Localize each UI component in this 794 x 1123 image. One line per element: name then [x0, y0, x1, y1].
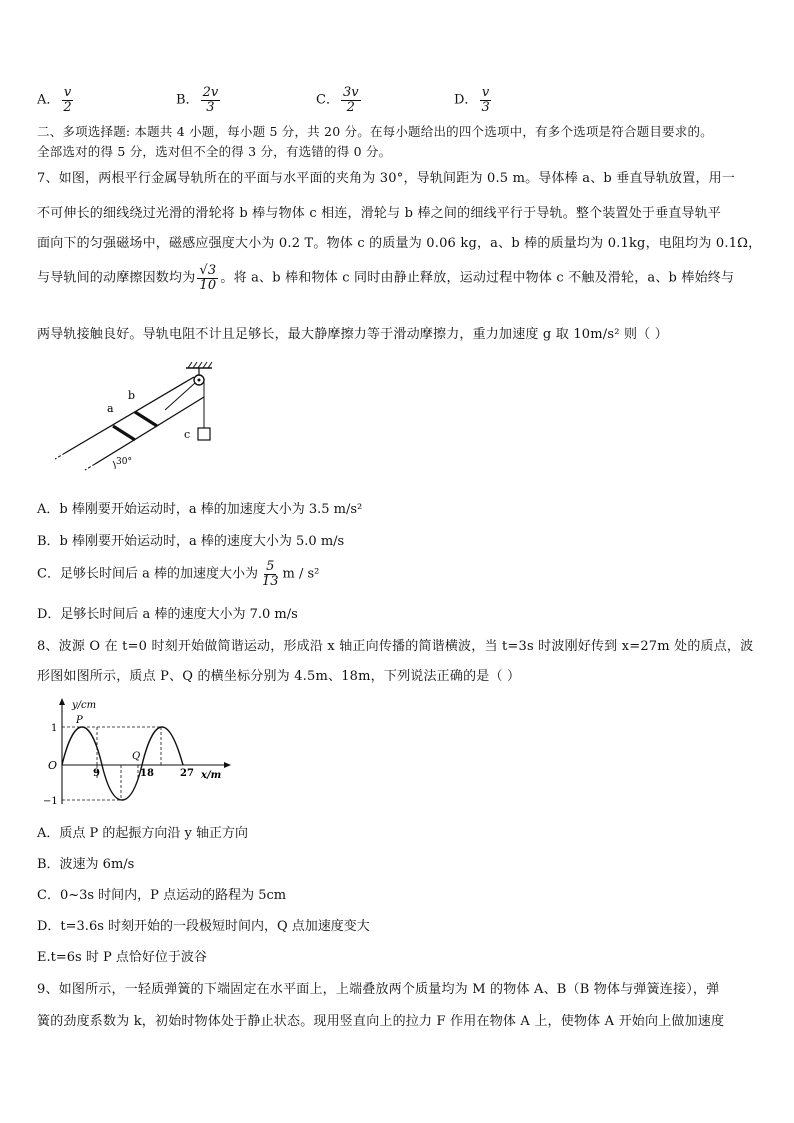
x-axis-label: x/m [201, 770, 222, 781]
denominator: 3 [481, 99, 490, 115]
option-label: B． [176, 92, 199, 108]
option-label: C． [316, 92, 339, 108]
denominator: 10 [199, 277, 217, 293]
q6-option-b [176, 86, 222, 114]
q6-option-c [316, 86, 363, 114]
q8-line1: 8、波源 O 在 t=0 时刻开始做简谐运动，形成沿 x 轴正向传播的简谐横波，当 t=3s 时波刚好传到 x=27m 处的质点，波 [37, 639, 754, 654]
q7-line5: 两导轨接触良好。导轨电阻不计且足够长，最大静摩擦力等于滑动摩擦力，重力加速度 g 取 10m/s² 则（ ） [37, 327, 668, 342]
numerator: 2v [202, 85, 219, 100]
q9-line2: 簧的劲度系数为 k，初始时物体处于静止状态。现用竖直向上的拉力 F 作用在物体 A 上，使物体 A 开始向上做加速度 [37, 1014, 725, 1029]
q7-option-a: A．b 棒刚要开始运动时，a 棒的加速度大小为 3.5 m/s² [37, 502, 363, 517]
text: 。将 a、b 棒和物体 c 同时由静止释放，运动过程中物体 c 不触及滑轮，a、b 棒始终与 [220, 270, 735, 286]
option-label: A． [37, 92, 60, 108]
label-angle: 30° [116, 457, 132, 467]
q7-option-d: D．足够长时间后 a 棒的速度大小为 7.0 m/s [37, 607, 298, 622]
q7-line2: 不可伸长的细线绕过光滑的滑轮将 b 棒与物体 c 相连，滑轮与 b 棒之间的细线平行于导轨。整个装置处于垂直导轨平 [37, 206, 722, 221]
label-a: a [107, 402, 114, 415]
unit: m / s² [282, 566, 320, 582]
wave-curve [62, 727, 183, 800]
label-b: b [128, 389, 136, 402]
q6-option-a [37, 86, 76, 114]
q8-option-e: E.t=6s 时 P 点恰好位于波谷 [37, 950, 207, 965]
origin-label: O [48, 759, 58, 772]
numerator: 5 [266, 559, 275, 574]
denominator: 13 [261, 573, 279, 589]
q8-option-c: C．0~3s 时间内，P 点运动的路程为 5cm [37, 888, 287, 903]
x-tick-27: 27 [180, 768, 194, 779]
fraction-5-over-13 [260, 560, 281, 588]
point-p-label: P [76, 715, 83, 726]
wave-graph [37, 696, 237, 808]
q8-option-b: B．波速为 6m/s [37, 857, 135, 872]
numerator: v [481, 85, 490, 100]
point-q-label: Q [132, 751, 141, 762]
q7-line1: 7、如图，两根平行金属导轨所在的平面与水平面的夹角为 30°，导轨间距为 0.5 m。导体棒 a、b 垂直导轨放置，用一 [37, 171, 736, 186]
q6-option-d [454, 86, 494, 114]
q7-line3: 面向下的匀强磁场中，磁感应强度大小为 0.2 T。物体 c 的质量为 0.06 kg，a、b 棒的质量均为 0.1kg，电阻均为 0.1Ω， [37, 236, 762, 251]
block-c [198, 428, 210, 440]
section2-line2: 全部选对的得 5 分，选对但不全的得 3 分，有选错的得 0 分。 [37, 144, 392, 159]
fraction [201, 86, 221, 114]
x-tick-18: 18 [140, 768, 154, 779]
rail-pulley-figure [55, 360, 225, 472]
q7-option-c [37, 560, 319, 588]
y-tick-neg1: −1 [43, 796, 58, 807]
option-label: D． [454, 92, 478, 108]
fraction-sqrt3-over-10 [197, 264, 218, 292]
numerator: 3v [342, 85, 359, 100]
text: C．足够长时间后 a 棒的加速度大小为 [37, 566, 258, 582]
label-c: c [184, 428, 191, 441]
y-axis-label: y/cm [72, 700, 97, 711]
denominator: 2 [63, 99, 72, 115]
denominator: 2 [346, 99, 355, 115]
rod-a [113, 426, 135, 440]
q8-line2: 形图如图所示，质点 P、Q 的横坐标分别为 4.5m、18m，下列说法正确的是（ ） [37, 669, 521, 684]
fraction [479, 86, 491, 114]
numerator: v [63, 85, 72, 100]
numerator: √3 [199, 263, 217, 278]
fraction [61, 86, 73, 114]
x-tick-9: 9 [93, 768, 100, 779]
y-tick-1: 1 [51, 723, 58, 734]
q9-line1: 9、如图所示，一轻质弹簧的下端固定在水平面上，上端叠放两个质量均为 M 的物体 A、B（B 物体与弹簧连接），弹 [37, 982, 720, 997]
q8-option-d: D．t=3.6s 时刻开始的一段极短时间内，Q 点加速度变大 [37, 919, 370, 934]
q8-option-a: A．质点 P 的起振方向沿 y 轴正方向 [37, 826, 249, 841]
text: 与导轨间的动摩擦因数均为 [37, 270, 196, 286]
denominator: 3 [206, 99, 215, 115]
q7-option-b: B．b 棒刚要开始运动时，a 棒的速度大小为 5.0 m/s [37, 534, 345, 549]
rod-b [135, 412, 157, 426]
fraction [341, 86, 361, 114]
section2-line1: 二、多项选择题: 本题共 4 小题，每小题 5 分，共 20 分。在每小题给出的四个选项中，有多个选项是符合题目要求的。 [37, 124, 713, 139]
q7-line4 [37, 264, 734, 292]
